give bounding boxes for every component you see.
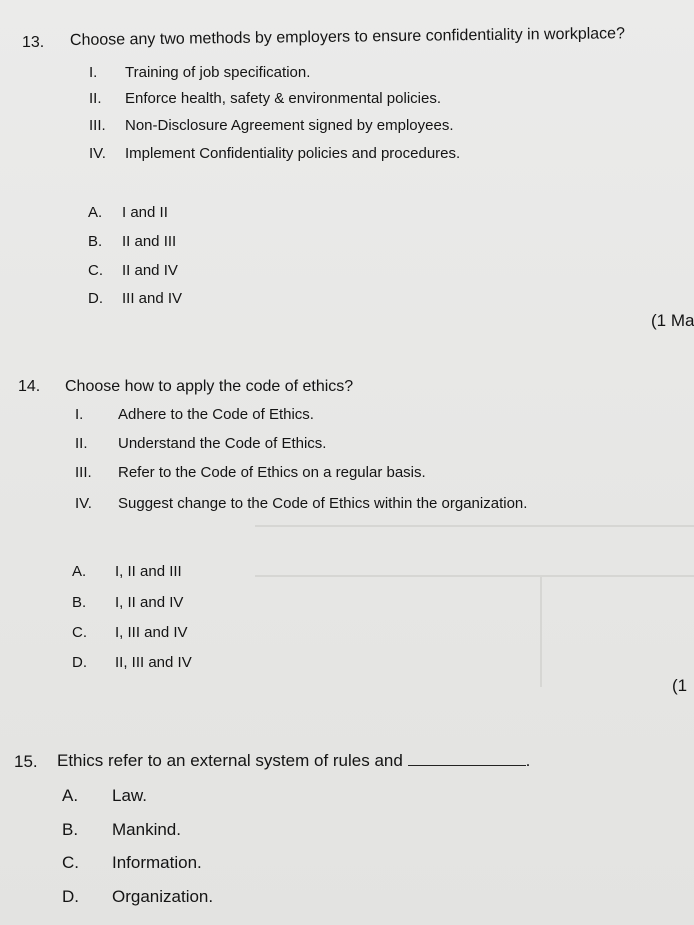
q14-statement-label: II. <box>75 435 88 452</box>
q15-option-text: Mankind. <box>112 820 181 839</box>
q13-statement-label: I. <box>89 64 98 81</box>
q14-option-text: I, II and IV <box>115 594 184 611</box>
q14-option-text: II, III and IV <box>115 654 192 671</box>
q14-statement-text: Refer to the Code of Ethics on a regular basis. <box>118 464 426 481</box>
q13-option-label: C. <box>88 262 103 279</box>
question-13-text: Choose any two methods by employers to ensure confidentiality in workplace? <box>69 25 626 49</box>
q14-statement-text: Adhere to the Code of Ethics. <box>118 406 314 423</box>
q13-option-text: III and IV <box>122 290 183 307</box>
q15-option-label: C. <box>62 853 79 872</box>
bleed-through-rule <box>255 525 694 527</box>
q13-option-label: B. <box>88 233 103 250</box>
q14-statement-text: Suggest change to the Code of Ethics within the organization. <box>118 495 528 512</box>
q13-option-text: I and II <box>122 204 168 221</box>
q14-option-text: I, III and IV <box>115 624 188 641</box>
bleed-through-rule <box>255 575 694 577</box>
q13-statement-text: Enforce health, safety & environmental policies. <box>125 90 442 107</box>
q15-option-label: D. <box>62 887 79 906</box>
q14-statement-text: Understand the Code of Ethics. <box>118 435 327 452</box>
question-14-number: 14. <box>18 378 41 395</box>
q14-statement-label: III. <box>75 464 92 481</box>
q13-statement-text: Non-Disclosure Agreement signed by employees. <box>125 117 454 134</box>
question-15-number: 15. <box>14 752 38 771</box>
q15-option-text: Organization. <box>112 887 214 906</box>
q13-option-label: D. <box>88 290 103 307</box>
q15-option-text: Information. <box>112 853 202 872</box>
q13-option-label: A. <box>88 204 103 221</box>
q13-marks: (1 Ma <box>651 311 694 330</box>
question-14-text: Choose how to apply the code of ethics? <box>65 378 354 395</box>
q15-option-label: A. <box>62 786 79 805</box>
q14-option-label: A. <box>72 563 87 580</box>
q13-statement-label: II. <box>89 90 102 107</box>
q14-marks: (1 <box>672 676 688 695</box>
question-15-end: . <box>525 751 531 770</box>
q13-statement-label: IV. <box>89 145 106 162</box>
q13-option-text: II and IV <box>122 262 178 279</box>
q14-option-text: I, II and III <box>115 563 182 580</box>
q14-option-label: C. <box>72 624 87 641</box>
bleed-through-rule <box>540 575 542 687</box>
q15-option-text: Law. <box>112 786 147 805</box>
q13-option-text: II and III <box>122 233 177 250</box>
q13-statement-text: Training of job specification. <box>125 64 311 81</box>
question-13-number: 13. <box>22 34 45 51</box>
q15-option-label: B. <box>62 820 79 839</box>
q14-option-label: B. <box>72 594 87 611</box>
question-15-text <box>57 751 530 771</box>
q13-statement-label: III. <box>89 117 106 134</box>
q14-statement-label: IV. <box>75 495 92 512</box>
q13-statement-text: Implement Confidentiality policies and procedures. <box>125 145 461 162</box>
answer-blank <box>408 751 526 766</box>
q14-option-label: D. <box>72 654 87 671</box>
question-15-stem: Ethics refer to an external system of rules and <box>57 751 403 770</box>
q14-statement-label: I. <box>75 406 84 423</box>
